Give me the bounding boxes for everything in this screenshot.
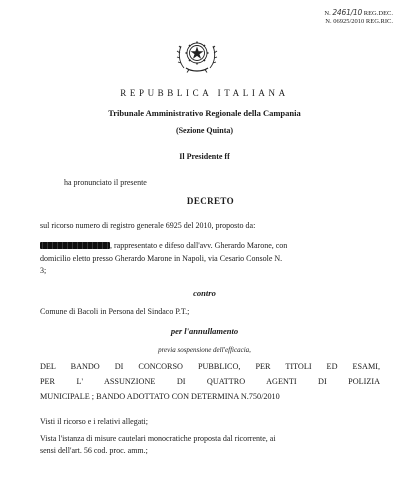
tribunal-heading: Tribunale Amministrativo Regionale della Campania xyxy=(108,108,301,118)
pronounced-line: ha pronunciato il presente xyxy=(64,178,147,187)
bando-line-2: PER L' ASSUNZIONE DI QUATTRO AGENTI DI POLIZIA xyxy=(40,377,380,386)
reg-dec-prefix: N. xyxy=(324,10,331,17)
appeal-line: sul ricorso numero di registro generale 6925 del 2010, proposto da: xyxy=(40,221,256,230)
represented-line-2: domicilio eletto presso Gherardo Marone in Napoli, via Cesario Console N. xyxy=(40,254,283,263)
istanza-line-2: sensi dell'art. 56 cod. proc. amm.; xyxy=(40,446,148,455)
section-heading: (Sezione Quinta) xyxy=(175,126,234,135)
visti-line: Visti il ricorso e i relativi allegati; xyxy=(40,417,148,426)
represented-line-1 xyxy=(40,241,380,251)
republic-heading: REPUBBLICA ITALIANA xyxy=(120,88,289,98)
reg-ric-number: N. 06925/2010 REG.RIC. xyxy=(325,18,393,25)
redacted-name xyxy=(40,242,110,249)
annulment-heading: per l'annullamento xyxy=(170,326,239,336)
against-heading: contro xyxy=(193,288,216,298)
bando-line-1: DEL BANDO DI CONCORSO PUBBLICO, PER TITOLI ED ESAMI, xyxy=(40,362,380,371)
reg-dec-label: REG.DEC. xyxy=(363,10,393,17)
represented-line-3: 3; xyxy=(40,266,47,275)
prior-suspension-line: previa sospensione dell'efficacia, xyxy=(158,346,251,354)
president-heading: Il Presidente ff xyxy=(179,152,230,161)
respondent-line: Comune di Bacoli in Persona del Sindaco P.T.; xyxy=(40,307,190,316)
bando-line-3: MUNICIPALE ; BANDO ADOTTATO CON DETERMINA N.750/2010 xyxy=(40,392,280,401)
reg-dec-handwritten: 2461/10 xyxy=(332,8,363,17)
represented-text-1: , rappresentato e difeso dall'avv. Gherardo Marone, con xyxy=(110,241,288,250)
decree-title: DECRETO xyxy=(186,196,235,206)
istanza-line-1: Vista l'istanza di misure cautelari monocratiche proposta dal ricorrente, ai xyxy=(40,434,276,443)
reg-dec-number xyxy=(324,9,393,18)
italian-republic-emblem-icon xyxy=(174,30,220,76)
